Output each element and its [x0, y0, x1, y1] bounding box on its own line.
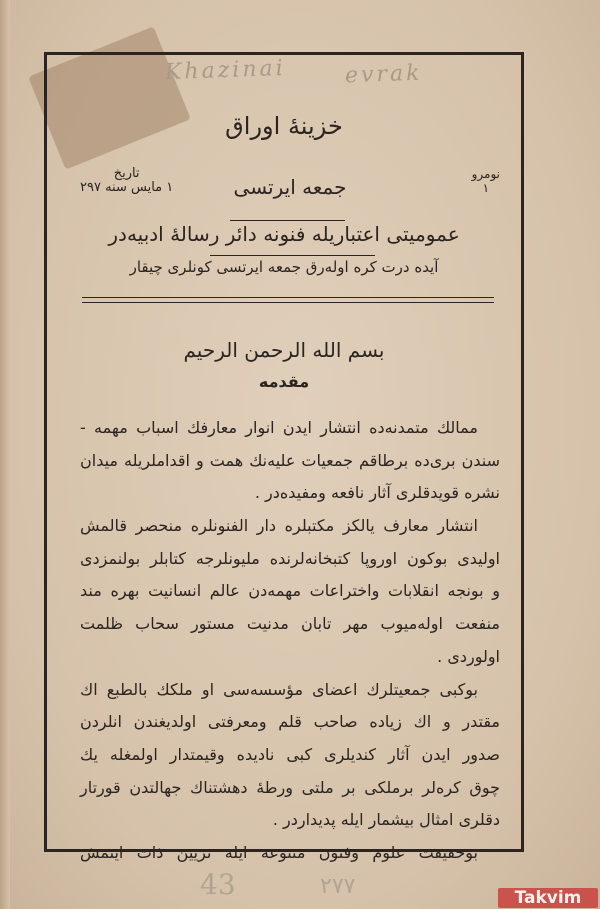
weekday: جمعه ایرتسی: [233, 175, 347, 199]
text-line: و بونجه انقلابات واختراعات مهمه‌دن عالم انسانیت بهره مند: [80, 581, 500, 601]
text-line: چوق کره‌لر برملکی بر ملتی ورطهٔ دهشتناك جهالتدن قورتار: [80, 777, 500, 797]
article-body: [80, 412, 500, 870]
issue-label: نومرو: [471, 167, 500, 181]
masthead-title: خزینهٔ اوراق: [225, 112, 343, 140]
text-line: مقتدر و اك زیاده صاحب قلم ومعرفتی اولدیغندن انلردن: [80, 712, 500, 732]
weekday-underline: [230, 220, 345, 221]
text-line: دقلری امثال بیشمار ایله پدیداردر .: [272, 810, 500, 830]
text-line: اولیدی بوکون اوروپا کتبخانه‌لرنده ملیونلرجه کتابلر بولنمزدی: [80, 548, 500, 568]
date: ١ مایس سنه ٢٩٧: [80, 180, 174, 195]
page-edge: [0, 0, 10, 909]
double-rule-top: [82, 297, 494, 298]
date-label: تاریخ: [113, 166, 140, 181]
date-block: [80, 167, 173, 195]
text-line: بوحقیقت علوم وفنون متنوعه ایله تزیین ذات ایتمش: [80, 842, 478, 862]
pencil-note-right: ٢٧٧: [320, 874, 356, 899]
pencil-note-left: 43: [200, 868, 236, 901]
subtitle: عمومیتی اعتباریله فنونه دائر رسالهٔ ادبیه‌در: [108, 222, 460, 246]
takvim-watermark-logo: Takvim: [498, 888, 598, 908]
text-line: بوکبی جمعیتلرك اعضای مؤسسه‌سی او ملکك بالطبع اك: [80, 679, 478, 699]
text-line: سندن بری‌ده برطاقم جمعیات علیه‌نك همت و اقداملریله میدان: [80, 450, 500, 470]
subtitle-underline: [210, 255, 375, 256]
handwritten-note-right: evrak: [344, 60, 423, 89]
double-rule-bottom: [82, 302, 494, 303]
text-line: نشره قویدقلری آثار نافعه ومفیده‌در .: [254, 483, 500, 503]
text-line: اولوردی .: [437, 646, 500, 666]
issue-block: [472, 167, 500, 195]
issue-number: ١: [482, 181, 490, 195]
issue-row: [80, 166, 500, 215]
text-line: انتشار معارف یالکز مکتبلره دار الفنونلره منحصر قالمش: [80, 516, 478, 536]
publication-notice: آیده درت کره اوله‌رق جمعه ایرتسی کونلری چیقار: [129, 258, 439, 276]
section-heading: مقدمه: [258, 372, 310, 391]
text-line: صدور ایدن آثار کندیلری کبی نادیده وقیمتدار اولمغله یك: [80, 744, 500, 764]
text-line: ممالك متمدنه‌ده انتشار ایدن انوار معارفك اسباب مهمه -: [80, 418, 478, 437]
basmala: بسم الله الرحمن الرحیم: [183, 338, 385, 362]
text-line: منفعت اوله‌میوب مهر تابان مدنیت مستور سحاب ظلمت: [80, 614, 500, 634]
handwritten-note-left: Khazinai: [164, 55, 287, 86]
